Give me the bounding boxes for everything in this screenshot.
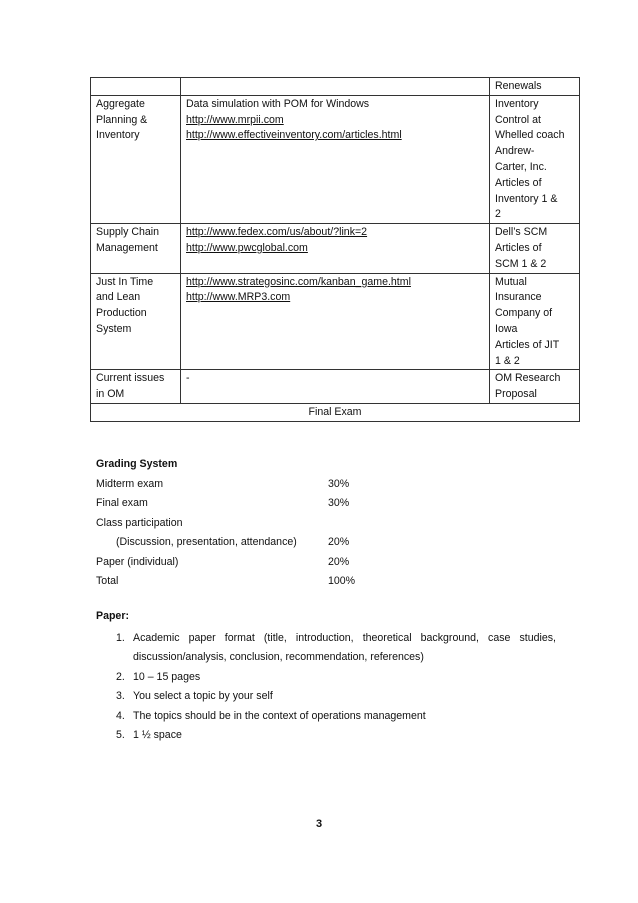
case-line: Articles of xyxy=(495,176,542,189)
case-line: Articles of xyxy=(495,241,542,254)
topic-line: Aggregate xyxy=(96,97,145,110)
case-line: Proposal xyxy=(495,388,537,401)
grading-percent: 20% xyxy=(328,555,350,568)
cases-cell xyxy=(490,224,580,273)
list-number: 3. xyxy=(116,690,125,702)
grading-row-total xyxy=(96,572,496,592)
topic-line: and Lean xyxy=(96,291,141,304)
grading-title: Grading System xyxy=(96,458,178,470)
resource-link[interactable]: http://www.strategosinc.com/kanban_game.html xyxy=(186,275,411,288)
case-line: Whelled coach xyxy=(495,129,565,142)
grading-label: Total xyxy=(96,575,119,587)
resources-cell xyxy=(181,78,490,96)
resource-text: - xyxy=(186,372,190,385)
cases-cell xyxy=(490,273,580,370)
topic-cell xyxy=(91,273,181,370)
topic-line: Just In Time xyxy=(96,275,154,288)
resources-cell xyxy=(181,95,490,223)
list-text: Academic paper format (title, introduction, theoretical background, case studies, discussion/analysis, conclusion, recommendation, references) xyxy=(133,631,556,663)
grading-label: Midterm exam xyxy=(96,477,164,490)
grading-system xyxy=(96,455,496,592)
resource-link[interactable]: http://www.fedex.com/us/about/?link=2 xyxy=(186,226,368,239)
case-line: Carter, Inc. xyxy=(495,160,547,173)
list-item xyxy=(96,629,556,668)
table-row xyxy=(91,224,580,273)
case-line: SCM 1 & 2 xyxy=(495,257,547,270)
grading-row xyxy=(96,553,496,573)
topic-line: Planning & xyxy=(96,113,148,126)
page-number: 3 xyxy=(315,818,323,830)
case-line: Inventory xyxy=(495,97,539,110)
list-text: You select a topic by your self xyxy=(133,690,273,702)
resource-link[interactable]: http://www.mrpii.com xyxy=(186,113,284,126)
grading-row xyxy=(96,475,496,495)
cases-cell xyxy=(490,78,580,96)
case-line: Mutual xyxy=(495,275,527,288)
case-line: 1 & 2 xyxy=(495,354,520,367)
list-number: 2. xyxy=(116,670,125,683)
case-line: Company of xyxy=(495,307,553,320)
resources-cell xyxy=(181,370,490,404)
topic-line: Production xyxy=(96,307,147,320)
grading-percent: 20% xyxy=(328,536,350,548)
topic-line: System xyxy=(96,322,132,335)
case-line: Articles of JIT xyxy=(495,338,560,351)
case-line: Andrew- xyxy=(495,145,535,158)
resource-text: Data simulation with POM for Windows xyxy=(186,97,370,110)
paper-title: Paper: xyxy=(96,610,129,622)
grading-row xyxy=(96,514,496,534)
grading-label: (Discussion, presentation, attendance) xyxy=(116,536,297,548)
topic-cell xyxy=(91,370,181,404)
list-text: The topics should be in the context of operations management xyxy=(133,709,426,722)
topic-cell xyxy=(91,78,181,96)
case-line: Insurance xyxy=(495,291,542,304)
table-row xyxy=(91,95,580,223)
final-exam-cell: Final Exam xyxy=(91,403,580,421)
grading-percent: 30% xyxy=(328,477,350,490)
resource-link[interactable]: http://www.pwcglobal.com xyxy=(186,241,308,254)
resources-cell xyxy=(181,224,490,273)
table-row xyxy=(91,78,580,96)
table-row xyxy=(91,370,580,404)
case-line: Dell’s SCM xyxy=(495,226,548,239)
case-line: Renewals xyxy=(495,80,542,92)
table-row xyxy=(91,273,580,370)
list-text: 10 – 15 pages xyxy=(133,670,201,683)
list-item xyxy=(96,687,556,707)
resources-cell xyxy=(181,273,490,370)
topic-line: Supply Chain xyxy=(96,226,160,239)
topic-line: Management xyxy=(96,241,158,254)
list-item xyxy=(96,668,556,688)
grading-percent: 30% xyxy=(328,497,350,509)
case-line: Iowa xyxy=(495,322,518,335)
grading-label: Paper (individual) xyxy=(96,555,179,568)
paper-requirements xyxy=(96,607,556,746)
resource-link[interactable]: http://www.effectiveinventory.com/articles.html xyxy=(186,129,402,142)
list-text: 1 ½ space xyxy=(133,729,182,741)
case-line: OM Research xyxy=(495,372,561,385)
cases-cell xyxy=(490,370,580,404)
grading-row xyxy=(96,533,496,553)
resource-link[interactable]: http://www.MRP3.com xyxy=(186,291,291,304)
topic-cell xyxy=(91,224,181,273)
list-item xyxy=(96,707,556,727)
topic-cell xyxy=(91,95,181,223)
cases-cell xyxy=(490,95,580,223)
topic-line: in OM xyxy=(96,388,125,401)
case-line: Inventory 1 & xyxy=(495,192,558,205)
grading-row xyxy=(96,494,496,514)
list-item xyxy=(96,726,556,746)
topic-line: Current issues xyxy=(96,372,165,385)
list-number: 1. xyxy=(116,631,125,644)
course-schedule-table xyxy=(90,77,580,422)
list-number: 5. xyxy=(116,729,125,741)
topic-line: Inventory xyxy=(96,129,140,142)
list-number: 4. xyxy=(116,709,125,722)
table-row-final xyxy=(91,403,580,421)
case-line: Control at xyxy=(495,113,541,126)
case-line: 2 xyxy=(495,208,501,221)
grading-label: Final exam xyxy=(96,497,148,509)
grading-label: Class participation xyxy=(96,516,183,529)
grading-percent: 100% xyxy=(328,575,356,587)
